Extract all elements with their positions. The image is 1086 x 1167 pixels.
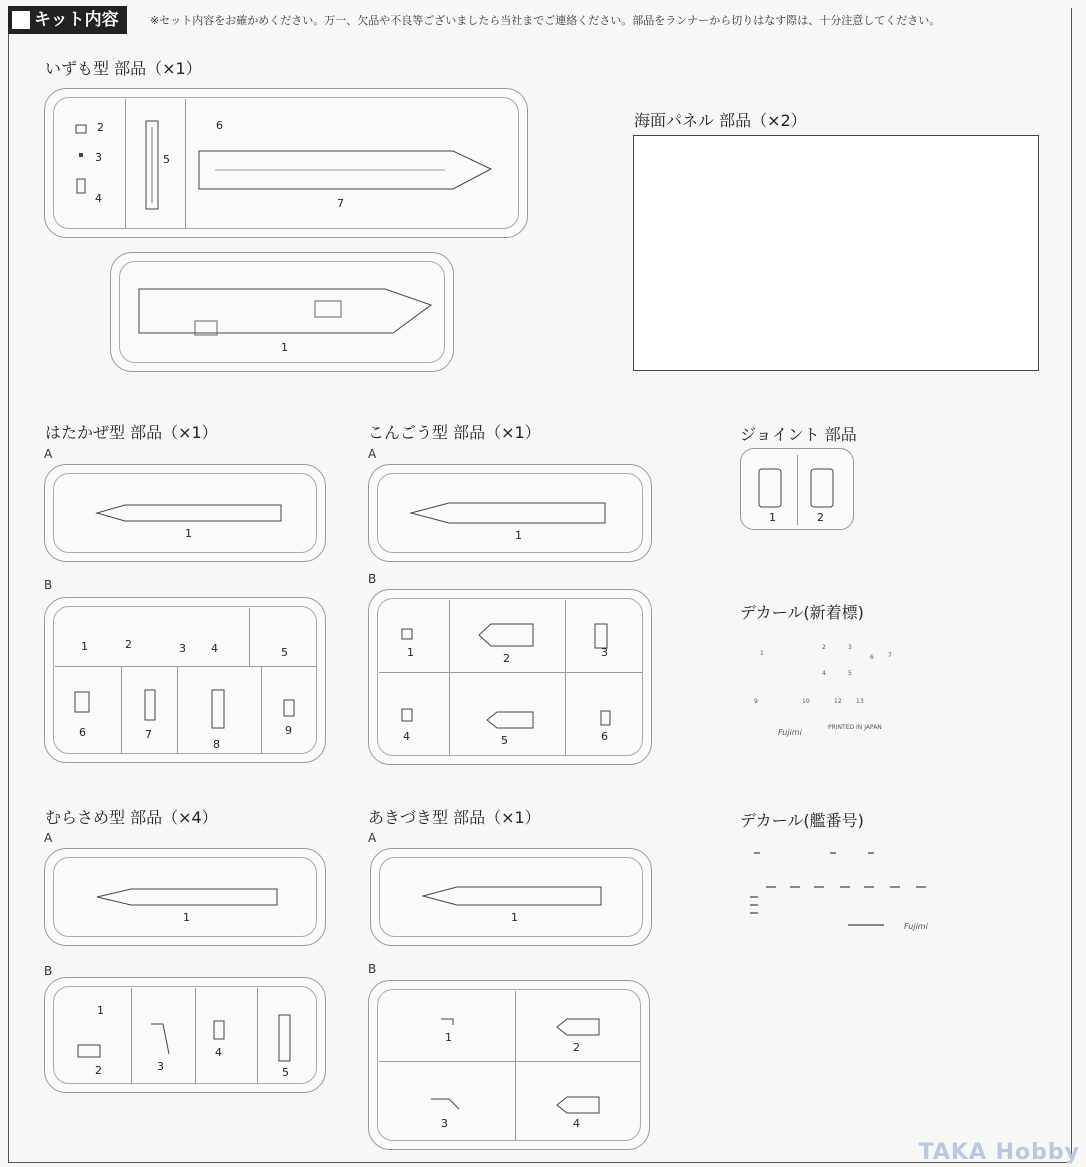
runner-divider <box>195 988 196 1084</box>
part-icon <box>483 708 539 732</box>
runner-divider <box>55 666 317 667</box>
runner-divider <box>797 455 798 525</box>
joint-part-icon <box>755 465 785 511</box>
part-icon <box>73 690 93 716</box>
part-number: 6 <box>216 119 223 132</box>
sea-panel-part <box>633 135 1039 371</box>
part-number: 4 <box>95 192 102 205</box>
decal-shinchaku-title: デカール(新着標) <box>740 603 864 622</box>
part-number: 6 <box>79 726 86 739</box>
hull-part-icon <box>409 499 609 527</box>
decal-number: 5 <box>848 670 852 677</box>
part-icon <box>211 1018 229 1044</box>
part-icon <box>75 1042 105 1062</box>
joint-runner <box>740 448 854 530</box>
hull-part-icon <box>195 145 495 195</box>
izumo-runner-bottom <box>110 252 454 372</box>
runner-label: A <box>44 831 53 845</box>
decal-number: 9 <box>754 698 758 705</box>
hull-part-icon <box>421 883 605 909</box>
joint-title: ジョイント 部品 <box>740 425 857 444</box>
akizuki-runner-b <box>368 980 650 1150</box>
izumo-title: いずも型 部品（×1） <box>45 59 202 78</box>
part-icon <box>475 620 541 650</box>
runner-label: A <box>44 447 53 461</box>
part-number: 1 <box>281 341 288 354</box>
runner-divider <box>449 600 450 756</box>
square-bullet-icon <box>12 11 30 29</box>
part-number: 2 <box>95 1064 102 1077</box>
part-number: 5 <box>282 1066 289 1079</box>
decal-number: 12 <box>834 698 842 705</box>
part-number: 7 <box>337 197 344 210</box>
runner-divider <box>515 991 516 1141</box>
decal-number: 10 <box>802 698 810 705</box>
murasame-title: むらさめ型 部品（×4） <box>45 808 218 827</box>
part-number: 1 <box>97 1004 104 1017</box>
kit-contents-header <box>8 6 127 34</box>
runner-divider <box>249 608 250 666</box>
part-number: 1 <box>183 911 190 924</box>
part-icon <box>553 1015 605 1039</box>
part-number: 4 <box>215 1046 222 1059</box>
part-number: 1 <box>81 640 88 653</box>
kongou-title: こんごう型 部品（×1） <box>368 423 541 442</box>
decal-kanban-sheet <box>744 846 944 938</box>
runner-inner <box>377 989 641 1141</box>
flight-deck-part-icon <box>135 283 435 343</box>
part-number: 1 <box>407 646 414 659</box>
part-number: 5 <box>163 153 170 166</box>
part-number: 2 <box>97 121 104 134</box>
joint-part-icon <box>807 465 837 511</box>
runner-divider <box>121 666 122 754</box>
part-number: 1 <box>511 911 518 924</box>
decal-brand: Fujimi <box>778 728 802 737</box>
runner-label: B <box>368 962 377 976</box>
part-icon <box>281 698 299 720</box>
part-number: 1 <box>445 1031 452 1044</box>
part-icon <box>141 688 161 724</box>
hatakaze-runner-b <box>44 597 326 763</box>
runner-divider <box>261 666 262 754</box>
hatakaze-title: はたかぜ型 部品（×1） <box>45 423 218 442</box>
island-part-icon <box>143 119 163 211</box>
part-number: 1 <box>185 527 192 540</box>
part-icon <box>275 1012 295 1064</box>
part-number: 6 <box>601 730 608 743</box>
runner-divider <box>131 988 132 1084</box>
part-number: 7 <box>145 728 152 741</box>
part-number: 3 <box>601 646 608 659</box>
part-number: 5 <box>501 734 508 747</box>
part-icon <box>399 626 419 646</box>
part-icon <box>209 688 229 732</box>
decal-kanban-title: デカール(艦番号) <box>740 811 864 830</box>
runner-divider <box>185 99 186 229</box>
part-number: 2 <box>573 1041 580 1054</box>
kit-contents-label: キット内容 <box>34 10 119 30</box>
murasame-runner-b <box>44 977 326 1093</box>
part-number: 9 <box>285 724 292 737</box>
part-number: 1 <box>515 529 522 542</box>
part-icon <box>399 706 419 726</box>
runner-inner <box>53 606 317 754</box>
part-number: 3 <box>157 1060 164 1073</box>
decal-brand: Fujimi <box>904 922 928 931</box>
decal-number: 4 <box>822 670 826 677</box>
hull-part-icon <box>95 885 281 909</box>
kongou-runner-a <box>368 464 652 562</box>
kongou-runner-b <box>368 589 652 765</box>
izumo-runner-top <box>44 88 528 238</box>
hull-part-icon <box>95 501 285 525</box>
decal-printed-text: PRINTED IN JAPAN <box>828 724 882 731</box>
akizuki-title: あきづき型 部品（×1） <box>368 808 541 827</box>
runner-divider <box>379 1061 641 1062</box>
runner-label: B <box>44 964 53 978</box>
decal-number: 3 <box>848 644 852 651</box>
runner-label: B <box>368 572 377 586</box>
decal-number: 6 <box>870 654 874 661</box>
hatakaze-runner-a <box>44 464 326 562</box>
decal-number: 13 <box>856 698 864 705</box>
runner-divider <box>379 672 643 673</box>
decal-number: 2 <box>822 644 826 651</box>
header-note: ※セット内容をお確かめください。万一、欠品や不良等ございましたら当社までご連絡ください。部品をランナーから切りはなす際は、十分注意してください。 <box>150 14 941 27</box>
part-icon <box>147 1020 173 1060</box>
part-icon <box>429 1093 465 1115</box>
part-number: 4 <box>403 730 410 743</box>
runner-divider <box>565 600 566 756</box>
part-number: 2 <box>125 638 132 651</box>
part-number: 2 <box>817 511 824 524</box>
part-number: 8 <box>213 738 220 751</box>
akizuki-runner-a <box>370 848 652 946</box>
runner-label: B <box>44 578 53 592</box>
part-number: 5 <box>281 646 288 659</box>
decal-shinchaku-sheet <box>744 636 944 742</box>
part-icon <box>553 1093 605 1117</box>
part-number: 3 <box>95 151 102 164</box>
sea-panel-title: 海面パネル 部品（×2） <box>634 111 807 130</box>
runner-label: A <box>368 447 377 461</box>
murasame-runner-a <box>44 848 326 946</box>
decal-number: 1 <box>760 650 764 657</box>
part-icon <box>597 708 617 730</box>
part-number: 4 <box>211 642 218 655</box>
part-number: 3 <box>179 642 186 655</box>
small-parts-icon <box>73 119 93 199</box>
part-number: 1 <box>769 511 776 524</box>
part-number: 3 <box>441 1117 448 1130</box>
runner-label: A <box>368 831 377 845</box>
part-icon <box>439 1015 459 1029</box>
decal-number: 7 <box>888 652 892 659</box>
watermark: TAKA Hobby <box>918 1140 1080 1165</box>
runner-divider <box>257 988 258 1084</box>
runner-divider <box>177 666 178 754</box>
runner-divider <box>125 99 126 229</box>
part-number: 4 <box>573 1117 580 1130</box>
part-number: 2 <box>503 652 510 665</box>
